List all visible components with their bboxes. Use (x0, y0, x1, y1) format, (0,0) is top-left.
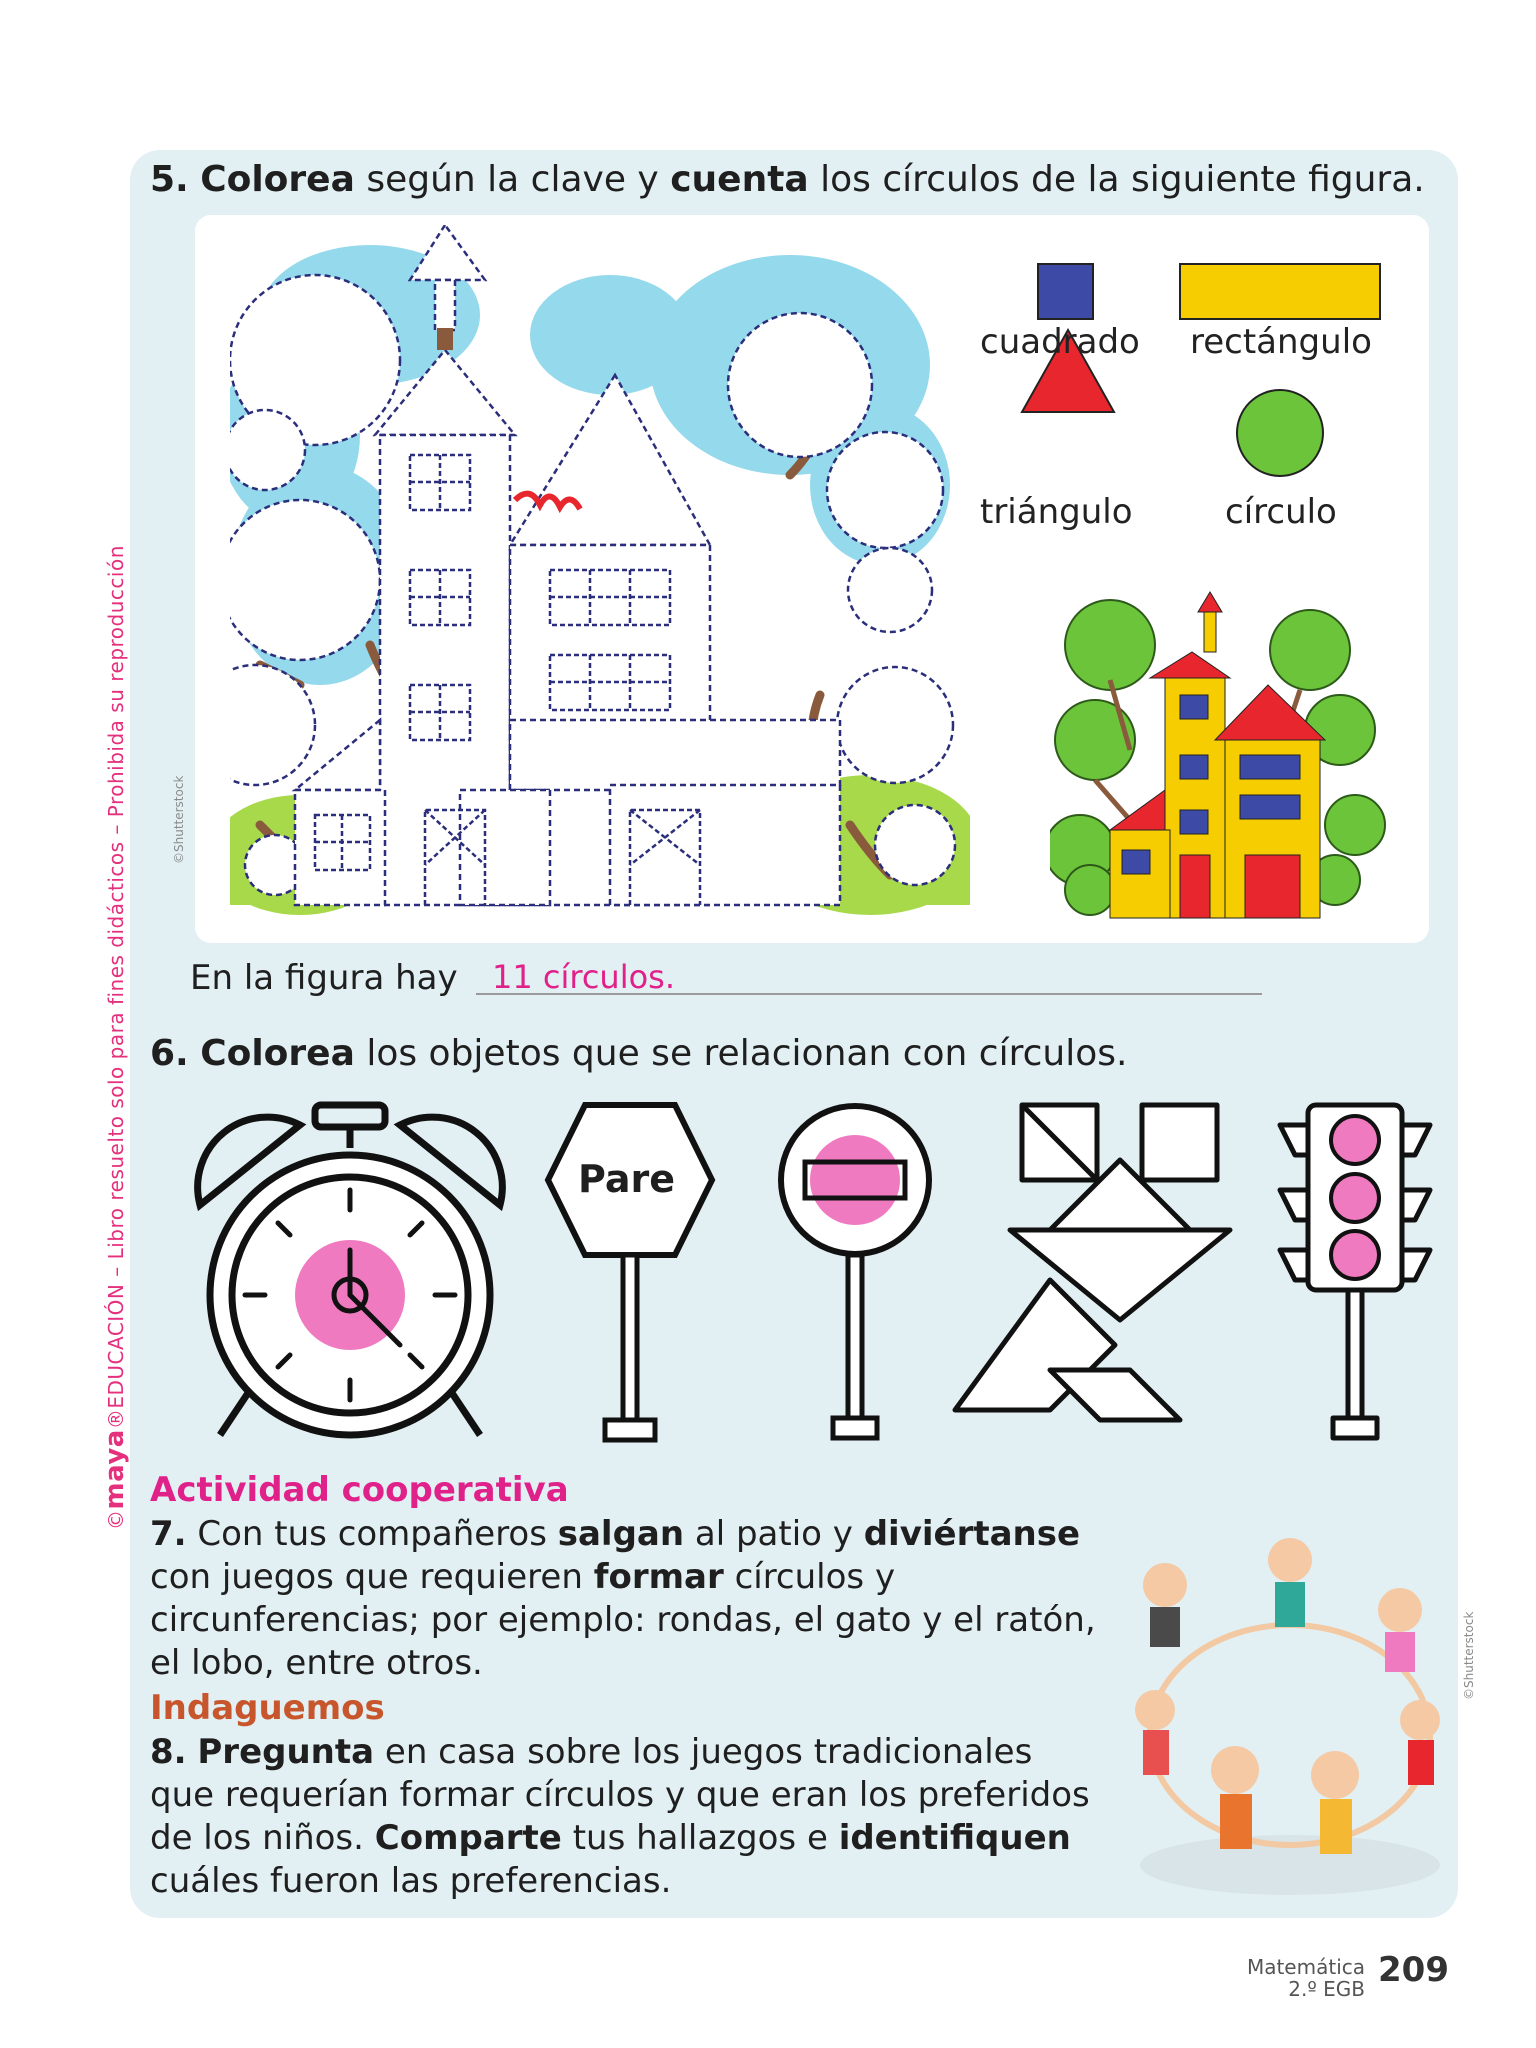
exercise-7-t4: círculos y circunferencias; por ejemplo: rondas, el gato y el ratón, el lobo, entre otros. (150, 1557, 1096, 1683)
footer-grade: 2.º EGB (1288, 1977, 1365, 2001)
registered-mark: ® (104, 1408, 128, 1430)
stop-sign-icon[interactable] (540, 1100, 720, 1445)
figure-credit: ©Shutterstock (172, 775, 186, 864)
key-label-square: cuadrado (980, 322, 1140, 362)
kids-credit: ©Shutterstock (1462, 1611, 1476, 1700)
exercise-7-number: 7. (150, 1514, 187, 1554)
traffic-light-middle (1331, 1174, 1379, 1222)
exercise-6-text: los objetos que se relacionan con círculos. (366, 1033, 1128, 1074)
count-answer[interactable]: 11 círculos. (492, 958, 676, 996)
exercise-6-number: 6. (150, 1033, 189, 1074)
copyright-side-text (100, 545, 130, 1530)
dashed-house-figure (230, 225, 970, 915)
traffic-light-icon[interactable] (1275, 1100, 1435, 1445)
stop-sign-text: Pare (578, 1157, 675, 1201)
key-label-circle: círculo (1225, 492, 1337, 532)
exercise-6-verb: Colorea (200, 1033, 355, 1074)
key-label-rectangle: rectángulo (1190, 322, 1372, 362)
exercise-7-t1: Con tus compañeros (197, 1514, 547, 1554)
exercise-5-text2: los círculos de la siguiente figura. (820, 159, 1425, 200)
exercise-8-b3: identifiquen (838, 1818, 1071, 1858)
key-rectangle-swatch (1180, 264, 1380, 319)
cooperative-heading: Actividad cooperativa (150, 1470, 569, 1510)
kids-circle-illustration (1125, 1535, 1455, 1905)
exercise-5-verb1: Colorea (200, 159, 355, 200)
colored-house-figure (1050, 590, 1390, 920)
exercise-7-b3: formar (593, 1557, 724, 1597)
color-key (1010, 258, 1410, 498)
exercise-7-b1: salgan (557, 1514, 685, 1554)
exercise-8-b2: Comparte (374, 1818, 562, 1858)
exercise-7-text (150, 1513, 1110, 1685)
count-prompt: En la figura hay (190, 958, 458, 998)
exercise-5-title (150, 158, 1425, 202)
exercise-6-title (150, 1032, 1127, 1076)
exercise-8-t2: tus hallazgos e (572, 1818, 828, 1858)
alarm-clock-icon[interactable] (190, 1100, 510, 1450)
copyright-symbol: © (104, 1509, 128, 1530)
exercise-8-number: 8. (150, 1732, 187, 1772)
round-sign-icon[interactable] (775, 1100, 935, 1445)
exercise-8-t3: cuáles fueron las preferencias. (150, 1861, 672, 1901)
exercise-5-text1: según la clave y (366, 159, 659, 200)
key-square-swatch (1038, 264, 1093, 319)
inquiry-heading: Indaguemos (150, 1688, 385, 1728)
exercise-8-b1: Pregunta (197, 1732, 375, 1772)
exercise-7-t3: con juegos que requieren (150, 1557, 583, 1597)
side-notice: EDUCACIÓN – Libro resuelto solo para fines didácticos – Prohibida su reproducción (104, 545, 128, 1409)
exercise-7-b2: diviértanse (863, 1514, 1081, 1554)
round-sign-highlight (810, 1135, 900, 1225)
exercise-7-t2: al patio y (694, 1514, 853, 1554)
traffic-light-top (1331, 1116, 1379, 1164)
key-label-triangle: triángulo (980, 492, 1133, 532)
key-circle-swatch (1237, 390, 1323, 476)
tangram-figure-icon[interactable] (950, 1100, 1240, 1440)
exercise-8-t1: en casa sobre los juegos tradicionales que requerían formar círculos y que eran los preferidos de los niños. (150, 1732, 1090, 1858)
traffic-light-bottom (1331, 1231, 1379, 1279)
page-number: 209 (1378, 1950, 1449, 1990)
exercise-5-number: 5. (150, 159, 189, 200)
footer-subject: Matemática (1246, 1955, 1365, 1979)
brand-logo-text: maya (100, 1429, 130, 1510)
exercise-8-text (150, 1731, 1090, 1903)
exercise-5-verb2: cuenta (670, 159, 809, 200)
